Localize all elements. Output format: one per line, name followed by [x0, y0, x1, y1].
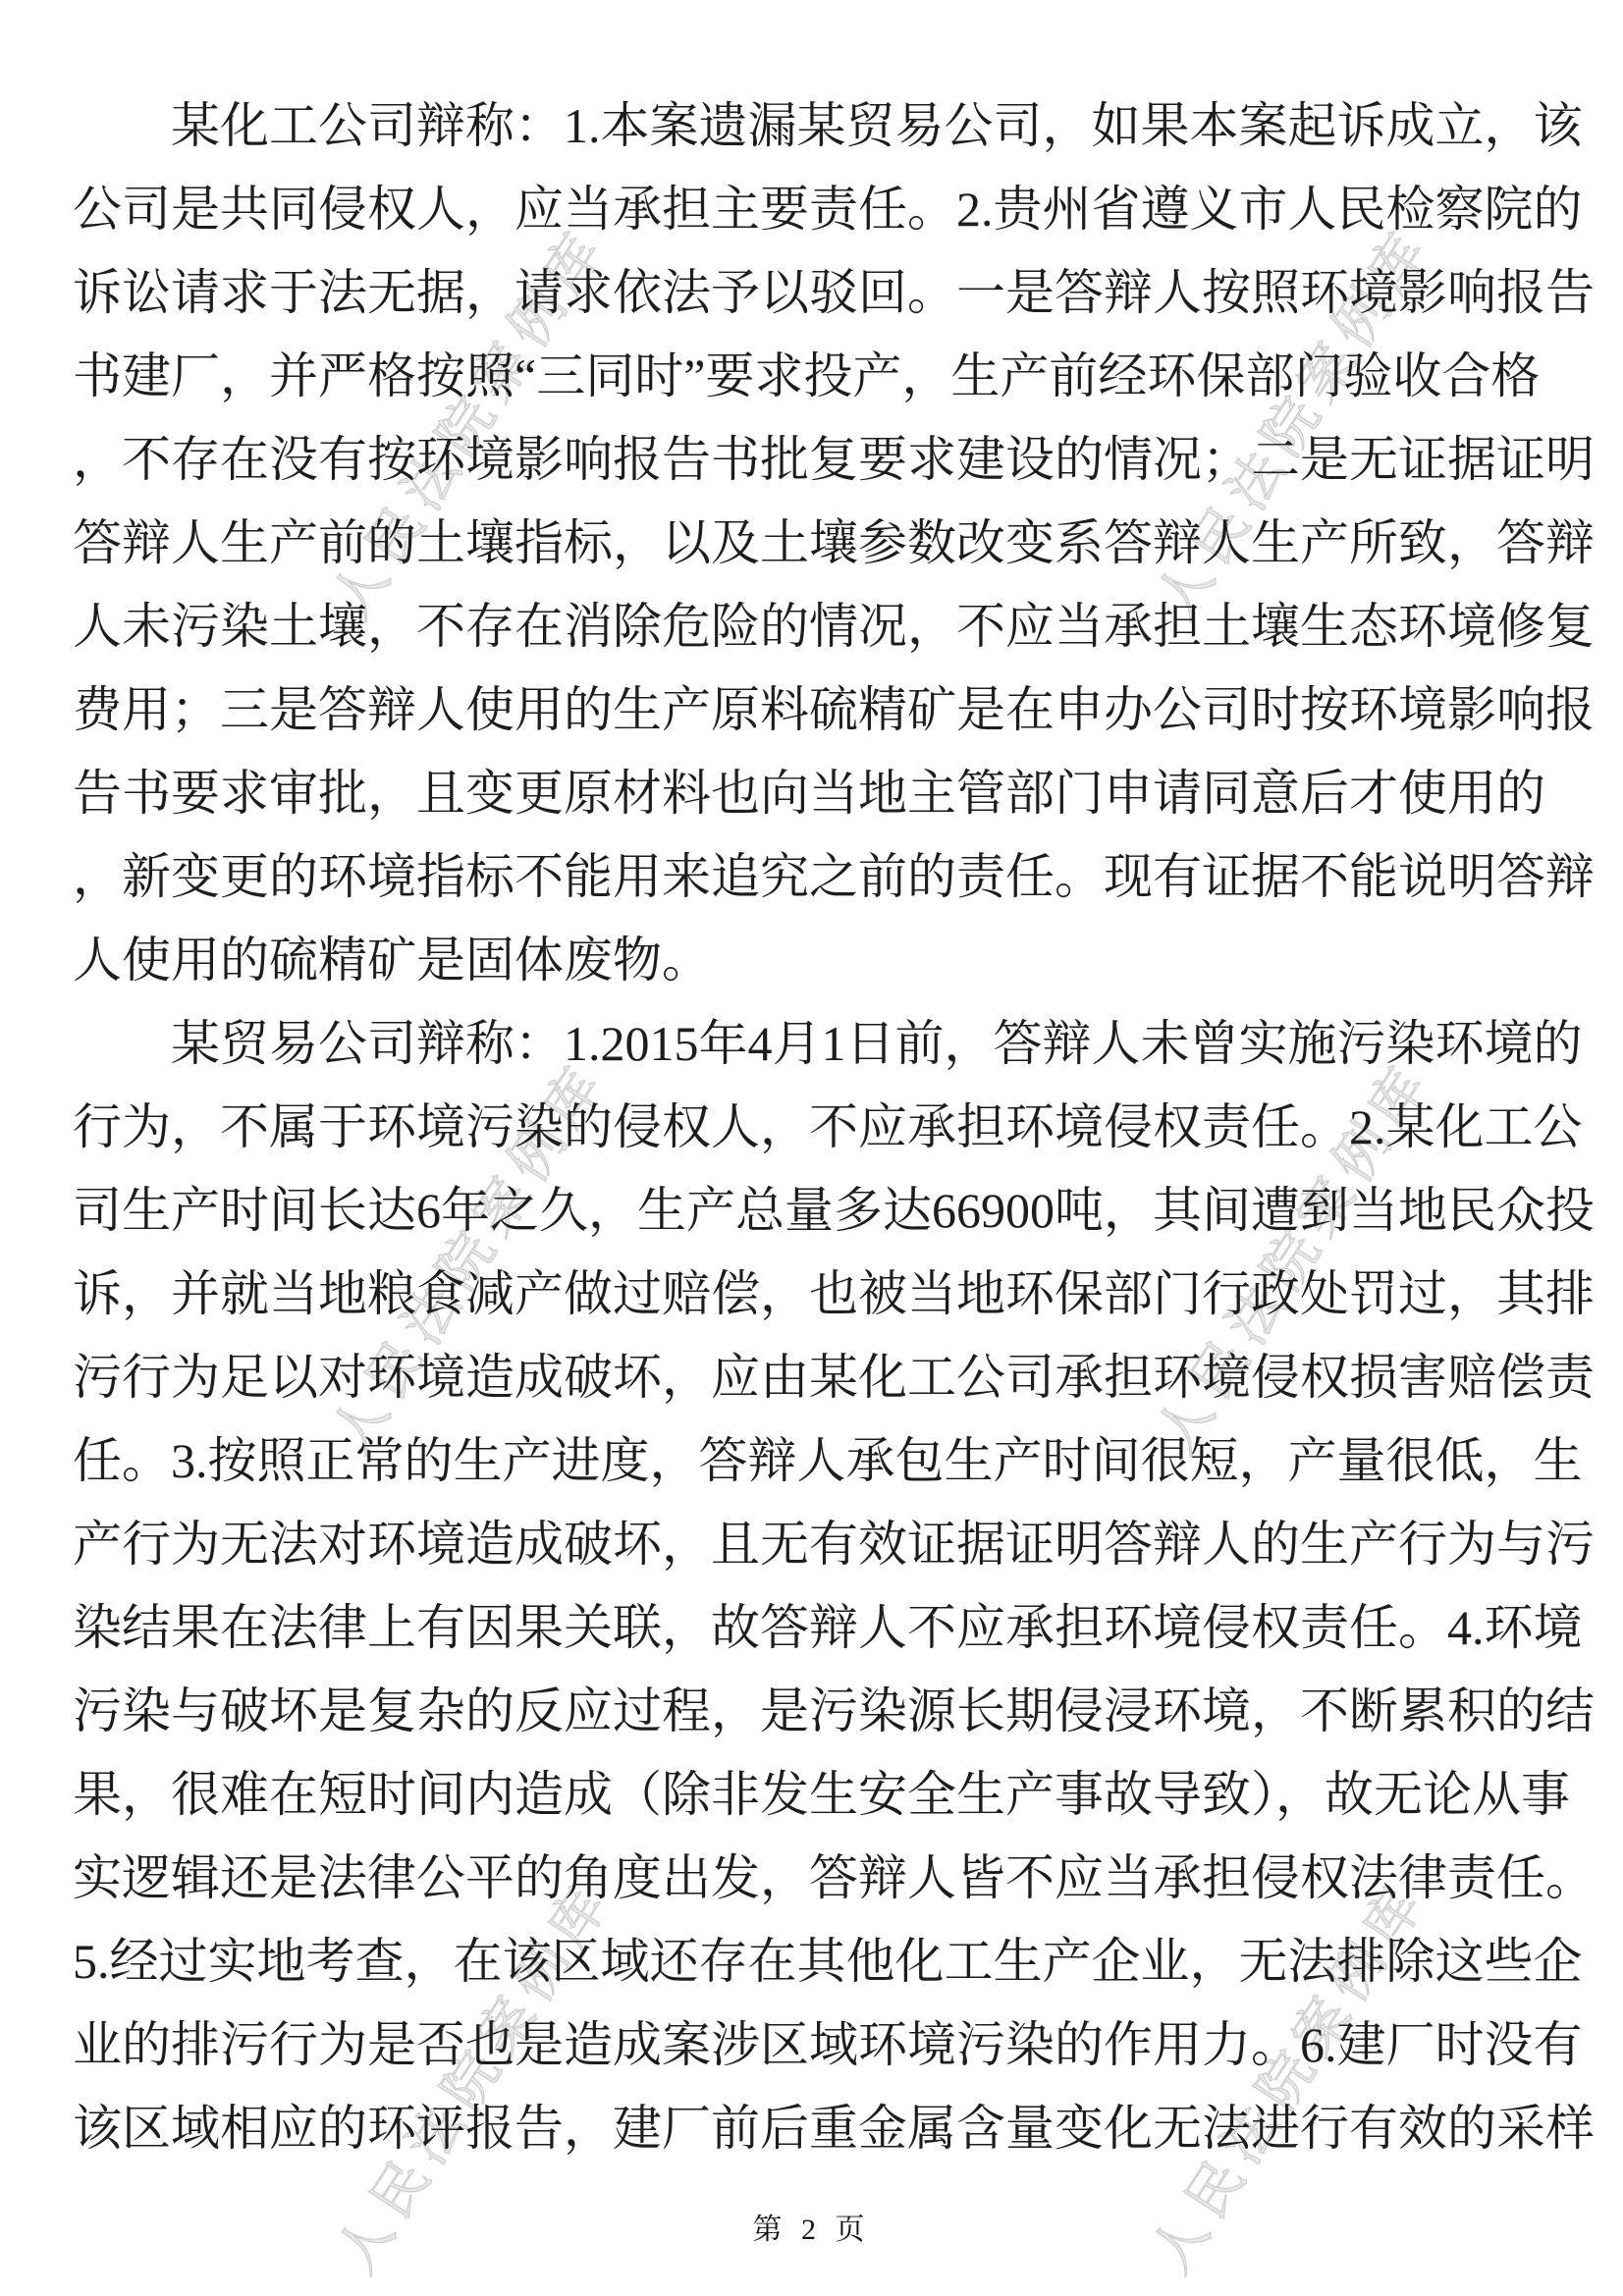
- watermark-text: 人民法院案例库: [320, 1050, 620, 1465]
- watermark-text: 人民法院案例库: [1140, 1870, 1439, 2284]
- watermark-text: 人民法院案例库: [325, 1870, 624, 2284]
- text-line: 产行为无法对环境造成破坏，且无有效证据证明答辩人的生产行为与污: [73, 1517, 1595, 1572]
- document-body: [73, 84, 1595, 2170]
- text-line: 人未污染土壤，不存在消除危险的情况，不应当承担土壤生态环境修复: [73, 599, 1595, 654]
- watermark-text: 人民法院案例库: [320, 216, 620, 630]
- text-line: 实逻辑还是法律公平的角度出发，答辩人皆不应当承担侵权法律责任。: [73, 1850, 1595, 1905]
- text-line: 人使用的硫精矿是固体废物。: [73, 933, 711, 988]
- text-line: 该区域相应的环评报告，建厂前后重金属含量变化无法进行有效的采样: [73, 2101, 1595, 2156]
- text-line: 诉，并就当地粮食减产做过赔偿，也被当地环保部门行政处罚过，其排: [73, 1266, 1595, 1321]
- text-line: 告书要求审批，且变更原材料也向当地主管部门申请同意后才使用的: [73, 766, 1545, 821]
- text-line: ，新变更的环境指标不能用来追究之前的责任。现有证据不能说明答辩: [73, 849, 1595, 904]
- text-line: 污染与破坏是复杂的反应过程，是污染源长期侵浸环境，不断累积的结: [73, 1683, 1595, 1738]
- text-line: 司生产时间长达6年之久，生产总量多达66900吨，其间遭到当地民众投: [73, 1183, 1595, 1238]
- text-line: 污行为足以对环境造成破坏，应由某化工公司承担环境侵权损害赔偿责: [73, 1350, 1595, 1405]
- text-line: 某化工公司辩称：1.本案遗漏某贸易公司，如果本案起诉成立，该: [171, 98, 1583, 153]
- text-line: ，不存在没有按环境影响报告书批复要求建设的情况；二是无证据证明: [73, 432, 1595, 487]
- text-line: 答辩人生产前的土壤指标，以及土壤参数改变系答辩人生产所致，答辩: [73, 515, 1595, 570]
- watermark-text: 人民法院案例库: [1145, 216, 1444, 630]
- text-line: 果，很难在短时间内造成（除非发生安全生产事故导致），故无论从事: [73, 1767, 1570, 1822]
- text-line: 书建厂，并严格按照“三同时”要求投产，生产前经环保部门验收合格: [73, 348, 1541, 403]
- text-line: 诉讼请求于法无据，请求依法予以驳回。一是答辩人按照环境影响报告: [73, 265, 1595, 320]
- text-line: 5.经过实地考查，在该区域还存在其他化工生产企业，无法排除这些企: [73, 1934, 1583, 1989]
- text-line: 费用；三是答辩人使用的生产原料硫精矿是在申办公司时按环境影响报: [73, 682, 1595, 737]
- text-line: 某贸易公司辩称：1.2015年4月1日前，答辩人未曾实施污染环境的: [171, 1016, 1583, 1071]
- text-line: 行为，不属于环境污染的侵权人，不应承担环境侵权责任。2.某化工公: [73, 1099, 1583, 1154]
- text-line: 任。3.按照正常的生产进度，答辩人承包生产时间很短，产量很低，生: [73, 1433, 1583, 1488]
- text-line: 染结果在法律上有因果关联，故答辩人不应承担环境侵权责任。4.环境: [73, 1600, 1583, 1655]
- text-line: 业的排污行为是否也是造成案涉区域环境污染的作用力。6.建厂时没有: [73, 2017, 1583, 2072]
- text-line: 公司是共同侵权人，应当承担主要责任。2.贵州省遵义市人民检察院的: [73, 182, 1583, 237]
- watermark-text: 人民法院案例库: [1145, 1050, 1444, 1465]
- page-number: 第 2 页: [752, 2214, 871, 2246]
